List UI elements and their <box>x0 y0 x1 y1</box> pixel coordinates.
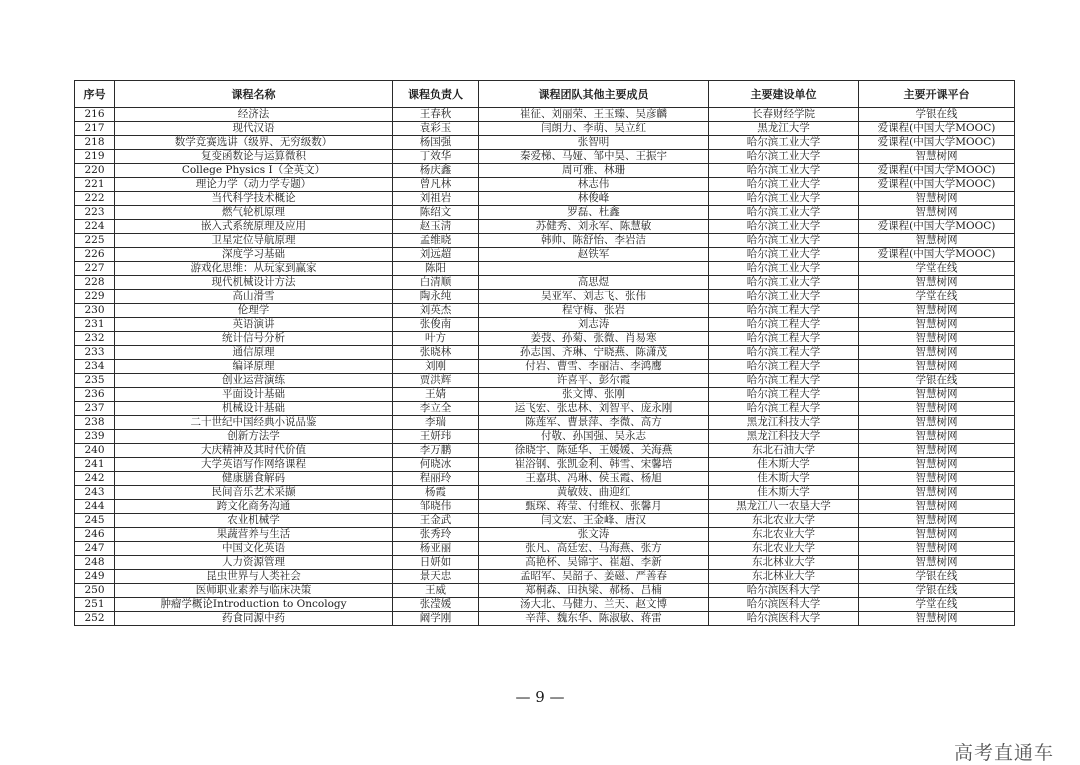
team-members-cell: 闫朗力、李萌、吴立红 <box>479 122 709 136</box>
watermark-logo-text: 高考直通车 <box>953 742 1054 764</box>
course-name-cell: 健康膳食解码 <box>115 472 393 486</box>
team-members-cell: 孙志国、齐琳、宁晓燕、陈潇茂 <box>479 346 709 360</box>
table-row <box>75 556 1015 570</box>
course-name-cell: 中国文化英语 <box>115 542 393 556</box>
institution-cell: 哈尔滨工程大学 <box>709 304 859 318</box>
team-members-cell: 张文博、张刚 <box>479 388 709 402</box>
course-lead-cell: 陈阳 <box>393 262 479 276</box>
team-members-cell: 刘志涛 <box>479 318 709 332</box>
platform-cell: 智慧树网 <box>859 332 1015 346</box>
course-name-cell: 肿瘤学概论Introduction to Oncology <box>115 598 393 612</box>
course-name-cell: 二十世纪中国经典小说品鉴 <box>115 416 393 430</box>
platform-cell: 智慧树网 <box>859 304 1015 318</box>
table-row <box>75 108 1015 122</box>
course-lead-cell: 王婧 <box>393 388 479 402</box>
row-index-cell: 228 <box>75 276 115 290</box>
course-name-cell: 大庆精神及其时代价值 <box>115 444 393 458</box>
institution-cell: 东北农业大学 <box>709 542 859 556</box>
platform-cell: 爱课程(中国大学MOOC) <box>859 248 1015 262</box>
course-name-cell: 游戏化思维：从玩家到赢家 <box>115 262 393 276</box>
team-members-cell: 辛萍、魏东华、陈淑敏、蒋雷 <box>479 612 709 626</box>
table-row <box>75 430 1015 444</box>
institution-cell: 哈尔滨工程大学 <box>709 332 859 346</box>
header-platform: 主要开课平台 <box>859 81 1015 108</box>
course-name-cell: 跨文化商务沟通 <box>115 500 393 514</box>
institution-cell: 哈尔滨工程大学 <box>709 346 859 360</box>
course-name-cell: 高山滑雪 <box>115 290 393 304</box>
course-lead-cell: 邹晓伟 <box>393 500 479 514</box>
platform-cell: 智慧树网 <box>859 486 1015 500</box>
team-members-cell <box>479 262 709 276</box>
course-lead-cell: 刘刚 <box>393 360 479 374</box>
row-index-cell: 243 <box>75 486 115 500</box>
row-index-cell: 221 <box>75 178 115 192</box>
row-index-cell: 239 <box>75 430 115 444</box>
platform-cell: 智慧树网 <box>859 472 1015 486</box>
course-name-cell: 经济法 <box>115 108 393 122</box>
team-members-cell: 崔浴钢、张凯金利、韩雪、宋馨培 <box>479 458 709 472</box>
course-name-cell: 昆虫世界与人类社会 <box>115 570 393 584</box>
row-index-cell: 218 <box>75 136 115 150</box>
course-lead-cell: 陶永纯 <box>393 290 479 304</box>
institution-cell: 哈尔滨医科大学 <box>709 612 859 626</box>
course-name-cell: 创新方法学 <box>115 430 393 444</box>
team-members-cell: 张凡、高廷宏、马海燕、张方 <box>479 542 709 556</box>
team-members-cell: 崔征、刘丽荣、王玉臻、吴彦麟 <box>479 108 709 122</box>
row-index-cell: 240 <box>75 444 115 458</box>
course-name-cell: 果蔬营养与生活 <box>115 528 393 542</box>
institution-cell: 东北林业大学 <box>709 570 859 584</box>
row-index-cell: 225 <box>75 234 115 248</box>
institution-cell: 哈尔滨工业大学 <box>709 220 859 234</box>
table-row <box>75 360 1015 374</box>
course-lead-cell: 刘祖岩 <box>393 192 479 206</box>
course-lead-cell: 袁彩玉 <box>393 122 479 136</box>
team-members-cell: 姜弢、孙菊、张微、肖易寒 <box>479 332 709 346</box>
course-lead-cell: 程丽玲 <box>393 472 479 486</box>
platform-cell: 智慧树网 <box>859 150 1015 164</box>
header-course-lead: 课程负责人 <box>393 81 479 108</box>
team-members-cell: 付敬、孙国强、吴永志 <box>479 430 709 444</box>
platform-cell: 智慧树网 <box>859 276 1015 290</box>
institution-cell: 哈尔滨工业大学 <box>709 192 859 206</box>
table-row <box>75 178 1015 192</box>
course-name-cell: 平面设计基础 <box>115 388 393 402</box>
page-number: — 9 — <box>515 688 565 706</box>
platform-cell: 智慧树网 <box>859 514 1015 528</box>
row-index-cell: 241 <box>75 458 115 472</box>
course-lead-cell: 陈绍文 <box>393 206 479 220</box>
row-index-cell: 232 <box>75 332 115 346</box>
team-members-cell: 吴亚军、刘志飞、张伟 <box>479 290 709 304</box>
course-name-cell: 现代机械设计方法 <box>115 276 393 290</box>
table-row <box>75 234 1015 248</box>
institution-cell: 哈尔滨工业大学 <box>709 164 859 178</box>
course-name-cell: 复变函数论与运算微积 <box>115 150 393 164</box>
table-row <box>75 416 1015 430</box>
course-lead-cell: 孟维晓 <box>393 234 479 248</box>
institution-cell: 东北农业大学 <box>709 528 859 542</box>
platform-cell: 智慧树网 <box>859 458 1015 472</box>
row-index-cell: 236 <box>75 388 115 402</box>
table-row <box>75 388 1015 402</box>
team-members-cell: 高思煜 <box>479 276 709 290</box>
course-lead-cell: 王金武 <box>393 514 479 528</box>
course-lead-cell: 李瑞 <box>393 416 479 430</box>
institution-cell: 哈尔滨工业大学 <box>709 234 859 248</box>
team-members-cell: 徐晓宇、陈延华、王媛媛、关海燕 <box>479 444 709 458</box>
team-members-cell: 赵铁军 <box>479 248 709 262</box>
table-row <box>75 514 1015 528</box>
row-index-cell: 233 <box>75 346 115 360</box>
team-members-cell: 闫文宏、王金峰、唐汉 <box>479 514 709 528</box>
team-members-cell: 林俊峰 <box>479 192 709 206</box>
course-name-cell: 农业机械学 <box>115 514 393 528</box>
row-index-cell: 220 <box>75 164 115 178</box>
institution-cell: 哈尔滨工程大学 <box>709 388 859 402</box>
course-lead-cell: 李立全 <box>393 402 479 416</box>
row-index-cell: 246 <box>75 528 115 542</box>
course-lead-cell: 李万鹏 <box>393 444 479 458</box>
platform-cell: 学堂在线 <box>859 598 1015 612</box>
table-row <box>75 304 1015 318</box>
course-lead-cell: 张滢媛 <box>393 598 479 612</box>
institution-cell: 哈尔滨医科大学 <box>709 598 859 612</box>
table-row <box>75 542 1015 556</box>
platform-cell: 智慧树网 <box>859 556 1015 570</box>
course-name-cell: 人力资源管理 <box>115 556 393 570</box>
course-lead-cell: 王春秋 <box>393 108 479 122</box>
team-members-cell: 许喜平、彭尔霞 <box>479 374 709 388</box>
course-name-cell: 燃气轮机原理 <box>115 206 393 220</box>
platform-cell: 智慧树网 <box>859 542 1015 556</box>
team-members-cell: 林志伟 <box>479 178 709 192</box>
course-name-cell: 现代汉语 <box>115 122 393 136</box>
institution-cell: 哈尔滨工业大学 <box>709 136 859 150</box>
row-index-cell: 227 <box>75 262 115 276</box>
platform-cell: 智慧树网 <box>859 234 1015 248</box>
course-name-cell: 通信原理 <box>115 346 393 360</box>
platform-cell: 智慧树网 <box>859 206 1015 220</box>
institution-cell: 哈尔滨工业大学 <box>709 262 859 276</box>
row-index-cell: 251 <box>75 598 115 612</box>
team-members-cell: 孟昭军、吴韶子、姜磁、严善春 <box>479 570 709 584</box>
row-index-cell: 223 <box>75 206 115 220</box>
team-members-cell: 郑桐森、田执梁、郝杨、吕楠 <box>479 584 709 598</box>
platform-cell: 爱课程(中国大学MOOC) <box>859 122 1015 136</box>
platform-cell: 智慧树网 <box>859 500 1015 514</box>
team-members-cell: 罗磊、杜鑫 <box>479 206 709 220</box>
course-name-cell: 卫星定位导航原理 <box>115 234 393 248</box>
course-lead-cell: 阚学刚 <box>393 612 479 626</box>
row-index-cell: 247 <box>75 542 115 556</box>
table-row <box>75 220 1015 234</box>
header-course-name: 课程名称 <box>115 81 393 108</box>
institution-cell: 哈尔滨工业大学 <box>709 248 859 262</box>
platform-cell: 智慧树网 <box>859 444 1015 458</box>
institution-cell: 黑龙江科技大学 <box>709 430 859 444</box>
course-lead-cell: 白清顺 <box>393 276 479 290</box>
institution-cell: 黑龙江大学 <box>709 122 859 136</box>
course-name-cell: 大学英语写作网络课程 <box>115 458 393 472</box>
table-row <box>75 332 1015 346</box>
team-members-cell: 王嘉琪、冯琳、侯玉霞、杨旭 <box>479 472 709 486</box>
header-team-members: 课程团队其他主要成员 <box>479 81 709 108</box>
platform-cell: 智慧树网 <box>859 388 1015 402</box>
institution-cell: 长春财经学院 <box>709 108 859 122</box>
institution-cell: 东北农业大学 <box>709 514 859 528</box>
institution-cell: 佳木斯大学 <box>709 486 859 500</box>
table-row <box>75 444 1015 458</box>
course-lead-cell: 杨庆鑫 <box>393 164 479 178</box>
course-lead-cell: 张晓林 <box>393 346 479 360</box>
platform-cell: 智慧树网 <box>859 416 1015 430</box>
table-row <box>75 612 1015 626</box>
row-index-cell: 252 <box>75 612 115 626</box>
course-name-cell: 机械设计基础 <box>115 402 393 416</box>
row-index-cell: 250 <box>75 584 115 598</box>
team-members-cell: 甄琛、蒋莹、付维权、张馨月 <box>479 500 709 514</box>
course-lead-cell: 赵玉淸 <box>393 220 479 234</box>
platform-cell: 智慧树网 <box>859 402 1015 416</box>
course-lead-cell: 何晓冰 <box>393 458 479 472</box>
row-index-cell: 238 <box>75 416 115 430</box>
institution-cell: 东北石油大学 <box>709 444 859 458</box>
course-lead-cell: 刘英杰 <box>393 304 479 318</box>
institution-cell: 佳木斯大学 <box>709 458 859 472</box>
platform-cell: 智慧树网 <box>859 192 1015 206</box>
course-name-cell: 伦理学 <box>115 304 393 318</box>
row-index-cell: 216 <box>75 108 115 122</box>
platform-cell: 智慧树网 <box>859 528 1015 542</box>
institution-cell: 佳木斯大学 <box>709 472 859 486</box>
platform-cell: 智慧树网 <box>859 346 1015 360</box>
course-lead-cell: 王威 <box>393 584 479 598</box>
institution-cell: 黑龙江八一农垦大学 <box>709 500 859 514</box>
team-members-cell: 周可雅、林珊 <box>479 164 709 178</box>
course-name-cell: 药食同源中药 <box>115 612 393 626</box>
table-row <box>75 206 1015 220</box>
course-lead-cell: 张秀玲 <box>393 528 479 542</box>
institution-cell: 哈尔滨工业大学 <box>709 276 859 290</box>
row-index-cell: 230 <box>75 304 115 318</box>
table-row <box>75 584 1015 598</box>
team-members-cell: 秦爱梯、马娅、邹中昊、王振宇 <box>479 150 709 164</box>
platform-cell: 智慧树网 <box>859 612 1015 626</box>
row-index-cell: 242 <box>75 472 115 486</box>
table-row <box>75 402 1015 416</box>
team-members-cell: 高艳杯、吴锦宇、崔超、李新 <box>479 556 709 570</box>
platform-cell: 学银在线 <box>859 108 1015 122</box>
table-row <box>75 500 1015 514</box>
platform-cell: 智慧树网 <box>859 318 1015 332</box>
course-name-cell: 创业运营演练 <box>115 374 393 388</box>
row-index-cell: 249 <box>75 570 115 584</box>
table-row <box>75 276 1015 290</box>
course-lead-cell: 景天忠 <box>393 570 479 584</box>
course-lead-cell: 杨国强 <box>393 136 479 150</box>
row-index-cell: 222 <box>75 192 115 206</box>
platform-cell: 爱课程(中国大学MOOC) <box>859 178 1015 192</box>
table-row <box>75 136 1015 150</box>
platform-cell: 学堂在线 <box>859 262 1015 276</box>
team-members-cell: 付岩、曹雪、李丽洁、李鸿鹰 <box>479 360 709 374</box>
row-index-cell: 234 <box>75 360 115 374</box>
course-name-cell: 民间音乐艺术采撷 <box>115 486 393 500</box>
course-lead-cell: 曾凡林 <box>393 178 479 192</box>
course-name-cell: College Physics I（全英文） <box>115 164 393 178</box>
row-index-cell: 235 <box>75 374 115 388</box>
course-lead-cell: 丁效华 <box>393 150 479 164</box>
team-members-cell: 黄敏妓、曲迎红 <box>479 486 709 500</box>
header-index: 序号 <box>75 81 115 108</box>
row-index-cell: 231 <box>75 318 115 332</box>
course-name-cell: 数学竞赛选讲（级界、无穷级数） <box>115 136 393 150</box>
course-lead-cell: 刘远超 <box>393 248 479 262</box>
course-lead-cell: 杨霞 <box>393 486 479 500</box>
team-members-cell: 韩帅、陈舒怡、李岩洁 <box>479 234 709 248</box>
institution-cell: 黑龙江科技大学 <box>709 416 859 430</box>
table-row <box>75 486 1015 500</box>
institution-cell: 哈尔滨工业大学 <box>709 206 859 220</box>
institution-cell: 哈尔滨工业大学 <box>709 178 859 192</box>
table-row <box>75 374 1015 388</box>
team-members-cell: 程守梅、张岩 <box>479 304 709 318</box>
institution-cell: 哈尔滨工程大学 <box>709 318 859 332</box>
header-institution: 主要建设单位 <box>709 81 859 108</box>
table-row <box>75 290 1015 304</box>
row-index-cell: 244 <box>75 500 115 514</box>
institution-cell: 哈尔滨工程大学 <box>709 360 859 374</box>
team-members-cell: 陈莲军、曹景萍、李微、高方 <box>479 416 709 430</box>
platform-cell: 爱课程(中国大学MOOC) <box>859 136 1015 150</box>
table-row <box>75 472 1015 486</box>
platform-cell: 爱课程(中国大学MOOC) <box>859 220 1015 234</box>
table-row <box>75 458 1015 472</box>
row-index-cell: 229 <box>75 290 115 304</box>
row-index-cell: 237 <box>75 402 115 416</box>
team-members-cell: 张智明 <box>479 136 709 150</box>
course-lead-cell: 叶方 <box>393 332 479 346</box>
course-lead-cell: 贾洪辉 <box>393 374 479 388</box>
course-name-cell: 深度学习基础 <box>115 248 393 262</box>
table-row <box>75 528 1015 542</box>
table-row <box>75 262 1015 276</box>
row-index-cell: 245 <box>75 514 115 528</box>
platform-cell: 智慧树网 <box>859 430 1015 444</box>
institution-cell: 哈尔滨工程大学 <box>709 374 859 388</box>
course-name-cell: 医师职业素养与临床决策 <box>115 584 393 598</box>
course-lead-cell: 王妍玮 <box>393 430 479 444</box>
platform-cell: 学银在线 <box>859 584 1015 598</box>
institution-cell: 哈尔滨工业大学 <box>709 290 859 304</box>
row-index-cell: 217 <box>75 122 115 136</box>
course-lead-cell: 杨亚丽 <box>393 542 479 556</box>
institution-cell: 哈尔滨工程大学 <box>709 402 859 416</box>
team-members-cell: 张文涛 <box>479 528 709 542</box>
course-name-cell: 理论力学（动力学专题） <box>115 178 393 192</box>
row-index-cell: 224 <box>75 220 115 234</box>
platform-cell: 学银在线 <box>859 570 1015 584</box>
institution-cell: 哈尔滨医科大学 <box>709 584 859 598</box>
course-table <box>74 80 1015 626</box>
platform-cell: 学堂在线 <box>859 290 1015 304</box>
row-index-cell: 248 <box>75 556 115 570</box>
table-row <box>75 570 1015 584</box>
table-header-row <box>75 81 1015 108</box>
table-row <box>75 164 1015 178</box>
table-row <box>75 122 1015 136</box>
team-members-cell: 苏健秀、刘永军、陈慧敏 <box>479 220 709 234</box>
course-name-cell: 英语演讲 <box>115 318 393 332</box>
table-row <box>75 150 1015 164</box>
table-row <box>75 318 1015 332</box>
team-members-cell: 汤大北、马健力、兰天、赵文博 <box>479 598 709 612</box>
platform-cell: 智慧树网 <box>859 360 1015 374</box>
course-lead-cell: 张俊南 <box>393 318 479 332</box>
team-members-cell: 运飞宏、张忠林、刘智平、庞永刚 <box>479 402 709 416</box>
course-name-cell: 嵌入式系统原理及应用 <box>115 220 393 234</box>
platform-cell: 学银在线 <box>859 374 1015 388</box>
row-index-cell: 226 <box>75 248 115 262</box>
table-body <box>75 108 1015 626</box>
table-row <box>75 598 1015 612</box>
institution-cell: 哈尔滨工业大学 <box>709 150 859 164</box>
platform-cell: 爱课程(中国大学MOOC) <box>859 164 1015 178</box>
table-row <box>75 248 1015 262</box>
table-row <box>75 346 1015 360</box>
row-index-cell: 219 <box>75 150 115 164</box>
course-lead-cell: 日妍如 <box>393 556 479 570</box>
course-name-cell: 当代科学技术概论 <box>115 192 393 206</box>
course-name-cell: 统计信号分析 <box>115 332 393 346</box>
institution-cell: 东北林业大学 <box>709 556 859 570</box>
table-row <box>75 192 1015 206</box>
course-name-cell: 编译原理 <box>115 360 393 374</box>
